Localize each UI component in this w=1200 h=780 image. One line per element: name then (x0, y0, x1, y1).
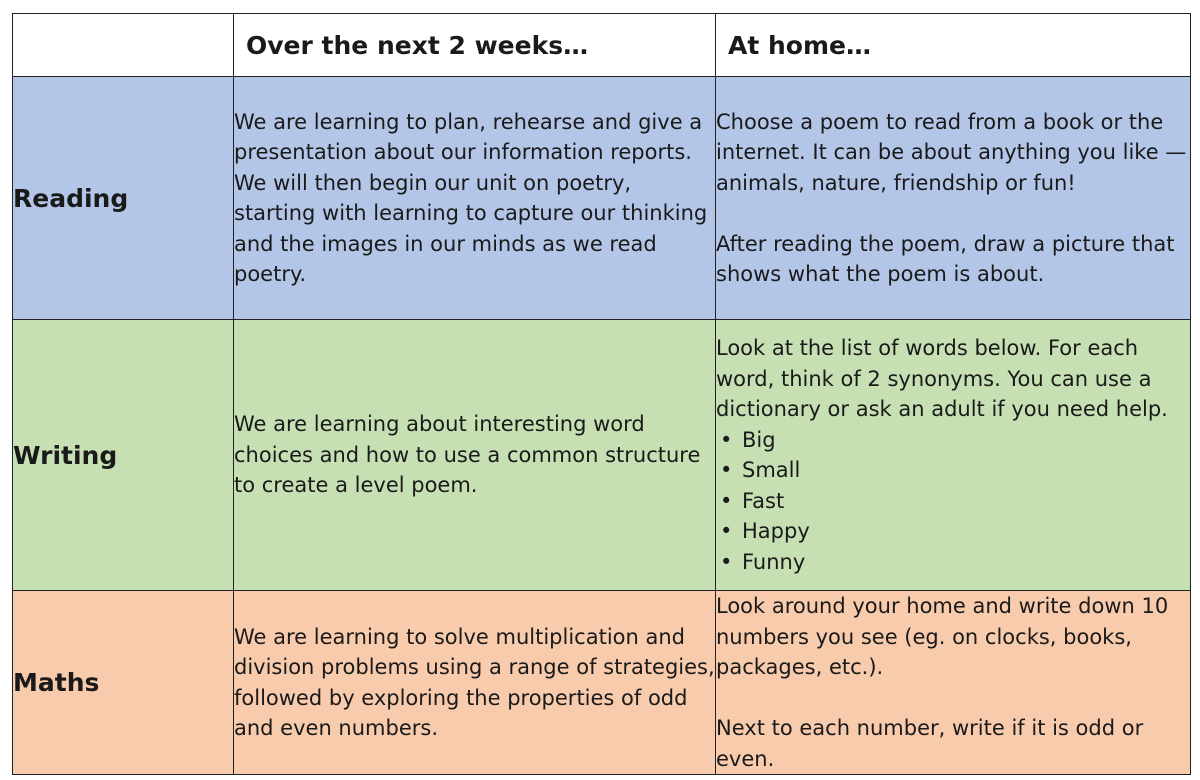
reading-row (13, 77, 1191, 320)
reading-home-para-1: Choose a poem to read from a book or the internet. It can be about anything you like — animals, nature, friendship or fun! (716, 109, 1187, 195)
subject-maths: Maths (13, 591, 234, 775)
writing-learning: We are learning about interesting word choices and how to use a common structure to create a level poem. (234, 320, 716, 591)
subject-writing: Writing (13, 320, 234, 591)
bullet-icon: • (720, 488, 733, 513)
reading-home-task (716, 77, 1191, 320)
list-item: • Big (716, 425, 1190, 456)
list-item: • Fast (716, 486, 1190, 517)
list-item: • Happy (716, 516, 1190, 547)
bullet-icon: • (720, 458, 733, 482)
bullet-icon: • (720, 549, 733, 574)
maths-row (13, 591, 1191, 775)
list-item: • Small (716, 455, 1190, 486)
maths-learning: We are learning to solve multiplication and division problems using a range of strategies, followed by exploring the properties of odd and even numbers. (234, 591, 716, 775)
maths-home-para-2: Next to each number, write if it is odd or even. (716, 716, 1144, 771)
bullet-icon: • (720, 519, 733, 543)
subject-reading: Reading (13, 77, 234, 320)
maths-home-task (716, 591, 1191, 775)
header-at-home: At home… (716, 14, 1191, 77)
writing-row (13, 320, 1191, 591)
synonym-word-list (716, 425, 1190, 578)
list-item: • Funny (716, 547, 1190, 578)
reading-home-para-2: After reading the poem, draw a picture that shows what the poem is about. (716, 231, 1175, 286)
header-empty-cell (13, 14, 234, 77)
header-row (13, 14, 1191, 77)
writing-home-para-1: Look at the list of words below. For each word, think of 2 synonyms. You can use a dictionary or ask an adult if you need help. (716, 336, 1168, 421)
writing-home-task (716, 320, 1191, 591)
header-next-2-weeks: Over the next 2 weeks… (234, 14, 716, 77)
maths-home-para-1: Look around your home and write down 10 numbers you see (eg. on clocks, books, packages, etc.). (716, 594, 1169, 679)
reading-learning: We are learning to plan, rehearse and give a presentation about our information reports. We will then begin our unit on poetry, starting with learning to capture our thinking and the images in our minds as we read poetry. (234, 77, 716, 320)
bullet-icon: • (720, 427, 733, 452)
homework-plan-table (12, 13, 1191, 775)
